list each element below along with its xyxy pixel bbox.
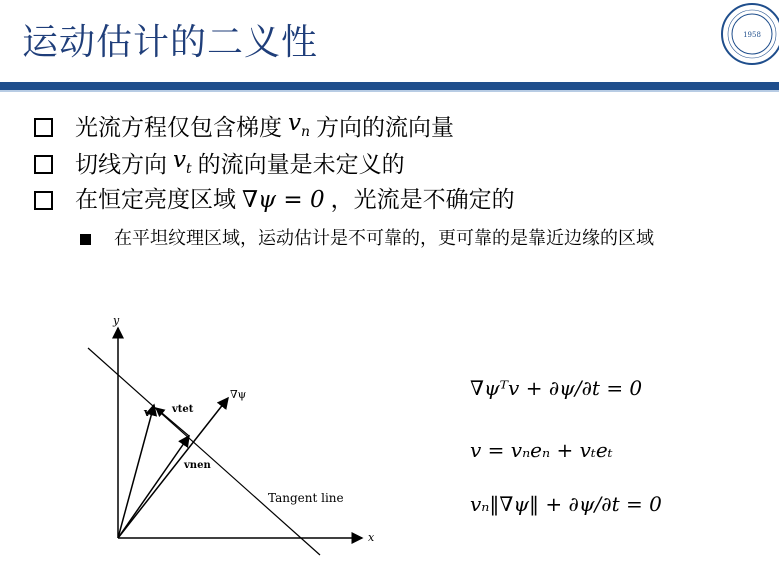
v-vector	[118, 405, 154, 538]
bullet-1-pre: 光流方程仅包含梯度	[75, 114, 282, 141]
y-axis-label: y	[113, 314, 120, 327]
vn-en-label: vnen	[184, 460, 211, 471]
bullet-3-math: ∇ψ = 0	[242, 187, 325, 213]
slide-title: 运动估计的二义性	[22, 22, 319, 63]
bullet-3-post: ，光流是不确定的	[330, 187, 515, 213]
university-logo	[712, 0, 779, 68]
header-rule-accent	[0, 90, 779, 92]
bullet-2-post: 的流向量是未定义的	[197, 151, 405, 178]
bullet-3	[34, 186, 515, 214]
vn-en-vector	[118, 436, 189, 538]
equation-1: ∇ψᵀv + ∂ψ/∂t = 0	[470, 376, 643, 400]
v-label: v	[144, 406, 151, 419]
vt-et-label: vtet	[172, 404, 194, 415]
bullet-2-math: $v_t$	[173, 147, 192, 177]
checkbox-square-icon	[34, 155, 53, 174]
x-axis-label: x	[368, 531, 375, 544]
header-rule	[0, 82, 779, 90]
optical-flow-diagram	[80, 310, 400, 565]
bullet-3-pre: 在恒定亮度区域	[75, 187, 236, 213]
checkbox-square-icon	[34, 118, 53, 137]
checkbox-square-icon	[34, 191, 53, 210]
sub-bullet-text: 在平坦纹理区域，运动估计是不可靠的，更可靠的是靠近边缘的区域	[114, 228, 654, 249]
tangent-label: Tangent line	[268, 491, 344, 505]
gradient-label: ∇ψ	[230, 388, 247, 401]
logo-year: 1958	[743, 31, 761, 39]
tangent-line	[88, 348, 320, 555]
bullet-1	[34, 109, 454, 146]
bullet-1-post: 方向的流向量	[316, 114, 455, 141]
bullet-2-pre: 切线方向	[75, 151, 167, 178]
bullet-2	[34, 146, 405, 183]
bullet-1-math: $v_n$	[288, 110, 311, 140]
gradient-vector	[118, 398, 228, 538]
equation-3: vₙ‖∇ψ‖ + ∂ψ/∂t = 0	[470, 492, 662, 516]
equation-2: v = vₙeₙ + vₜeₜ	[470, 438, 613, 462]
square-bullet-icon	[80, 234, 91, 245]
